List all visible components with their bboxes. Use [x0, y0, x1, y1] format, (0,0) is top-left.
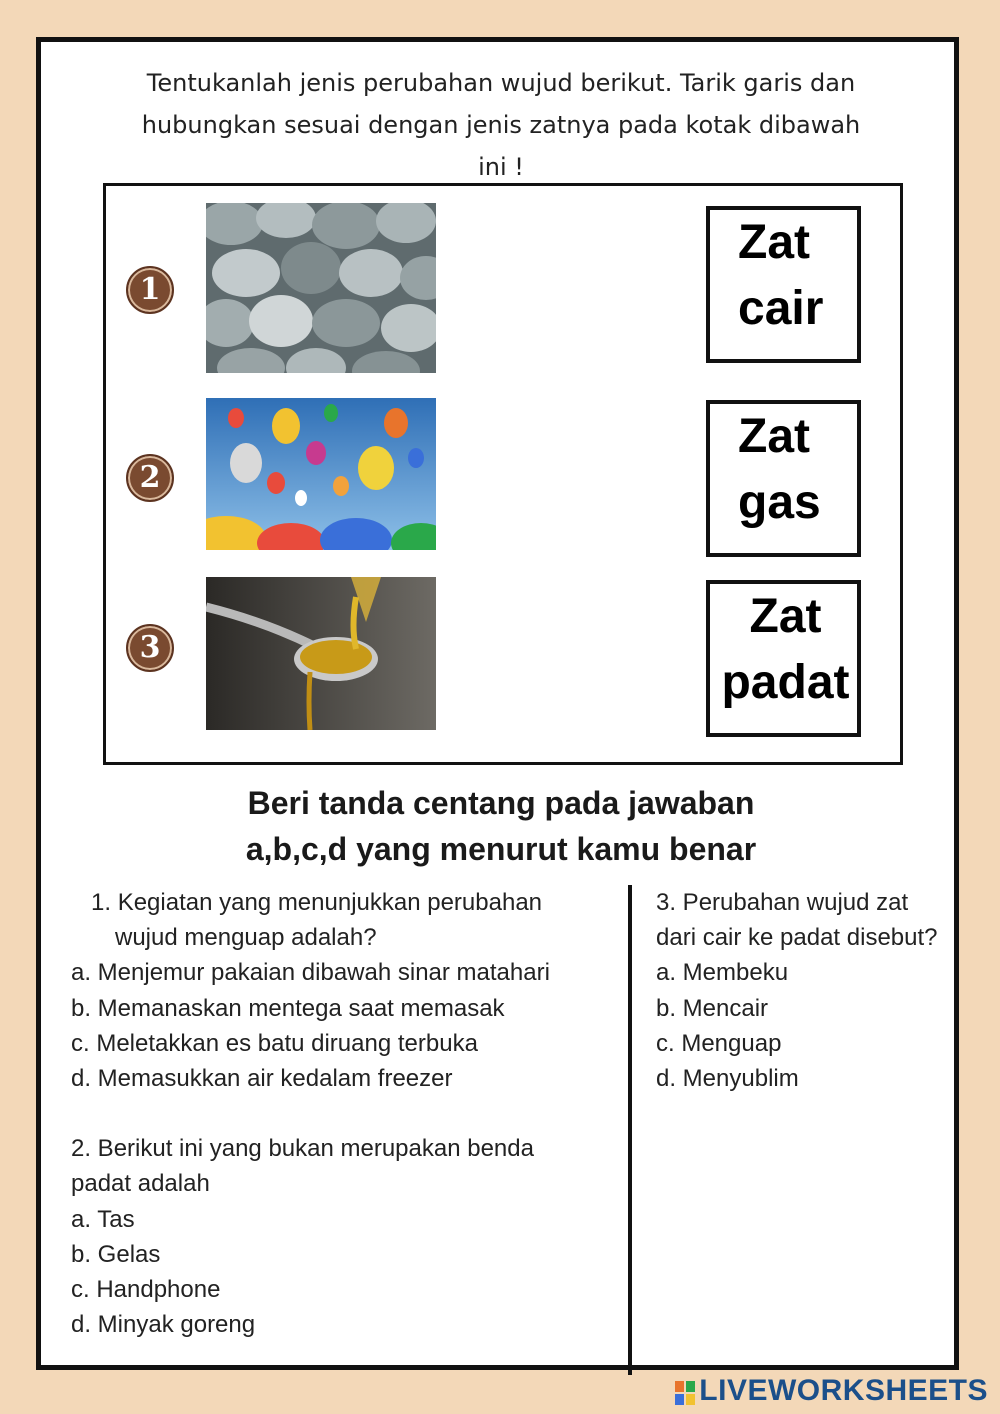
question-3-line2: dari cair ke padat disebut? — [656, 924, 938, 952]
q3-option-d[interactable]: d. Menyublim — [656, 1065, 799, 1093]
questions-right-column — [656, 885, 956, 1096]
target-zat-cair[interactable] — [706, 206, 861, 363]
q2-option-d[interactable]: d. Minyak goreng — [71, 1311, 256, 1339]
question-1-line1: Kegiatan yang menunjukkan perubahan — [117, 889, 543, 916]
target-zat-gas-line2: gas — [738, 476, 821, 529]
column-divider — [628, 885, 632, 1375]
target-zat-gas[interactable] — [706, 400, 861, 557]
target-zat-padat-line1: Zat — [749, 590, 822, 643]
instruction-line-3: ini ! — [478, 153, 524, 181]
item-number-3: 3 — [126, 624, 174, 672]
question-1-number: 1. — [91, 889, 112, 916]
question-1-line2: wujud menguap adalah? — [115, 924, 377, 952]
target-zat-padat[interactable] — [706, 580, 861, 737]
section-title — [101, 780, 901, 872]
item-number-2: 2 — [126, 454, 174, 502]
q1-option-b[interactable]: b. Memanaskan mentega saat memasak — [71, 994, 505, 1022]
section-title-line-2: a,b,c,d yang menurut kamu benar — [245, 831, 757, 867]
question-2-line1: 2. Berikut ini yang bukan merupakan benda — [71, 1135, 534, 1163]
target-zat-padat-line2: padat — [721, 656, 850, 709]
instruction-line-1: Tentukanlah jenis perubahan wujud berikut. Tarik garis dan — [146, 69, 856, 97]
q1-option-c[interactable]: c. Meletakkan es batu diruang terbuka — [71, 1029, 478, 1057]
stones-image[interactable] — [206, 203, 436, 373]
spacer — [71, 1096, 621, 1131]
liveworksheets-logo-icon — [675, 1379, 695, 1403]
brand-name: LIVEWORKSHEETS — [699, 1374, 988, 1407]
target-zat-gas-line1: Zat — [738, 410, 810, 463]
question-1-text — [71, 885, 621, 920]
instruction-line-2: hubungkan sesuai dengan jenis zatnya pada kotak dibawah — [141, 111, 861, 139]
liveworksheets-brand[interactable] — [675, 1374, 988, 1408]
hot-air-balloons-image[interactable] — [206, 398, 436, 550]
section-title-line-1: Beri tanda centang pada jawaban — [247, 785, 755, 821]
q3-option-a[interactable]: a. Membeku — [656, 959, 789, 987]
cooking-oil-spoon-image[interactable] — [206, 577, 436, 730]
q1-option-d[interactable]: d. Memasukkan air kedalam freezer — [71, 1065, 453, 1093]
target-zat-cair-line1: Zat — [738, 216, 810, 269]
q2-option-b[interactable]: b. Gelas — [71, 1240, 161, 1268]
q1-option-a[interactable]: a. Menjemur pakaian dibawah sinar matahari — [71, 959, 550, 987]
questions-left-column — [71, 885, 621, 1342]
matching-box — [103, 183, 903, 765]
question-2-line2: padat adalah — [71, 1170, 210, 1198]
question-3-line1: 3. Perubahan wujud zat — [656, 889, 909, 916]
q2-option-a[interactable]: a. Tas — [71, 1205, 135, 1233]
q2-option-c[interactable]: c. Handphone — [71, 1276, 221, 1304]
q3-option-c[interactable]: c. Menguap — [656, 1029, 782, 1057]
worksheet — [36, 37, 959, 1370]
q3-option-b[interactable]: b. Mencair — [656, 994, 769, 1022]
item-number-1: 1 — [126, 266, 174, 314]
instruction-text — [101, 62, 901, 188]
target-zat-cair-line2: cair — [738, 282, 824, 335]
